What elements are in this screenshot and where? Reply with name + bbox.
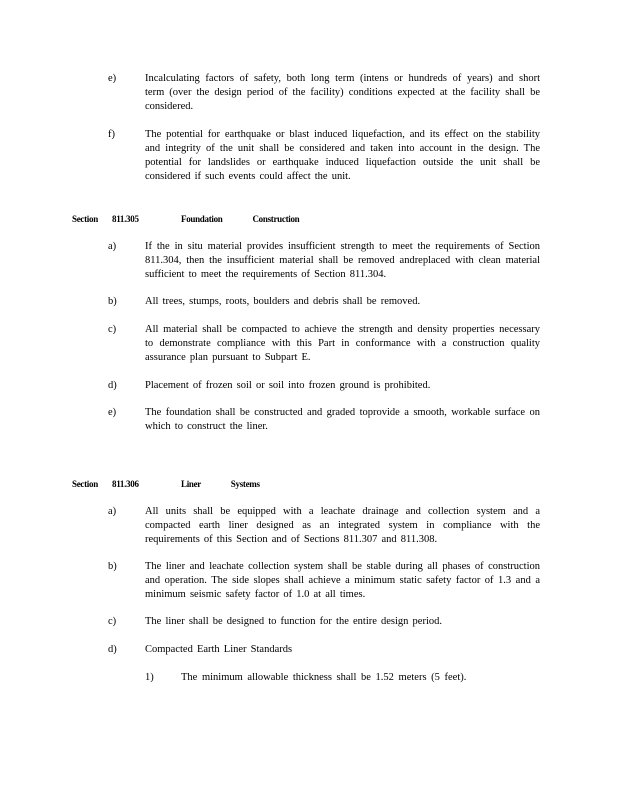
item-text: If the in situ material provides insufficient strength to meet the requirements of Section 811.304, then the insufficient material shall be removed andreplaced with clean material sufficient to meet the requirements of Section 811.304. xyxy=(145,241,540,280)
item-text: Compacted Earth Liner Standards xyxy=(145,644,293,655)
item-text: All material shall be compacted to achieve the strength and density properties necessary to demonstrate compliance with this Part in conformance with a construction quality assurance plan pursuant to Subpart E. xyxy=(145,324,540,363)
item-text: The foundation shall be constructed and graded toprovide a smooth, workable surface on which to construct the liner. xyxy=(145,407,540,432)
item-label: d) xyxy=(108,380,117,391)
item-text: Placement of frozen soil or soil into frozen ground is prohibited. xyxy=(145,380,431,391)
item-label: c) xyxy=(108,616,117,627)
item-label: d) xyxy=(108,644,117,655)
item-label: a) xyxy=(108,241,117,252)
section-word: Section xyxy=(72,479,98,489)
section-number: 811.306 xyxy=(112,479,139,489)
item-label: e) xyxy=(108,407,117,418)
item-text: Incalculating factors of safety, both long term (intens or hundreds of years) and short term (over the design period of the facility) conditions expected at the facility shall be considered. xyxy=(145,73,540,112)
subitem-label: 1) xyxy=(145,672,154,683)
section-title: Liner Systems xyxy=(181,479,260,489)
item-label: a) xyxy=(108,506,117,517)
item-label: c) xyxy=(108,324,117,335)
item-label: e) xyxy=(108,73,117,84)
item-text: All trees, stumps, roots, boulders and debris shall be removed. xyxy=(145,296,421,307)
section-title: Foundation Construction xyxy=(181,214,300,224)
item-label: b) xyxy=(108,561,117,572)
item-label: f) xyxy=(108,129,115,140)
item-label: b) xyxy=(108,296,117,307)
item-text: All units shall be equipped with a leachate drainage and collection system and a compacted earth liner designed as an integrated system in compliance with the requirements of this Section and of Sections 811.307 and 811.308. xyxy=(145,506,540,545)
subitem-text: The minimum allowable thickness shall be 1.52 meters (5 feet). xyxy=(181,672,467,683)
section-number: 811.305 xyxy=(112,214,139,224)
section-word: Section xyxy=(72,214,98,224)
item-text: The liner shall be designed to function for the entire design period. xyxy=(145,616,443,627)
item-text: The potential for earthquake or blast induced liquefaction, and its effect on the stability and integrity of the unit shall be considered and taken into account in the design. The potential for landslides or earthquake induced liquefaction outside the unit shall be considered if such events could affect the unit. xyxy=(145,129,540,182)
item-text: The liner and leachate collection system shall be stable during all phases of construction and operation. The side slopes shall achieve a minimum static safety factor of 1.3 and a minimum seismic safety factor of 1.0 at all times. xyxy=(145,561,540,600)
